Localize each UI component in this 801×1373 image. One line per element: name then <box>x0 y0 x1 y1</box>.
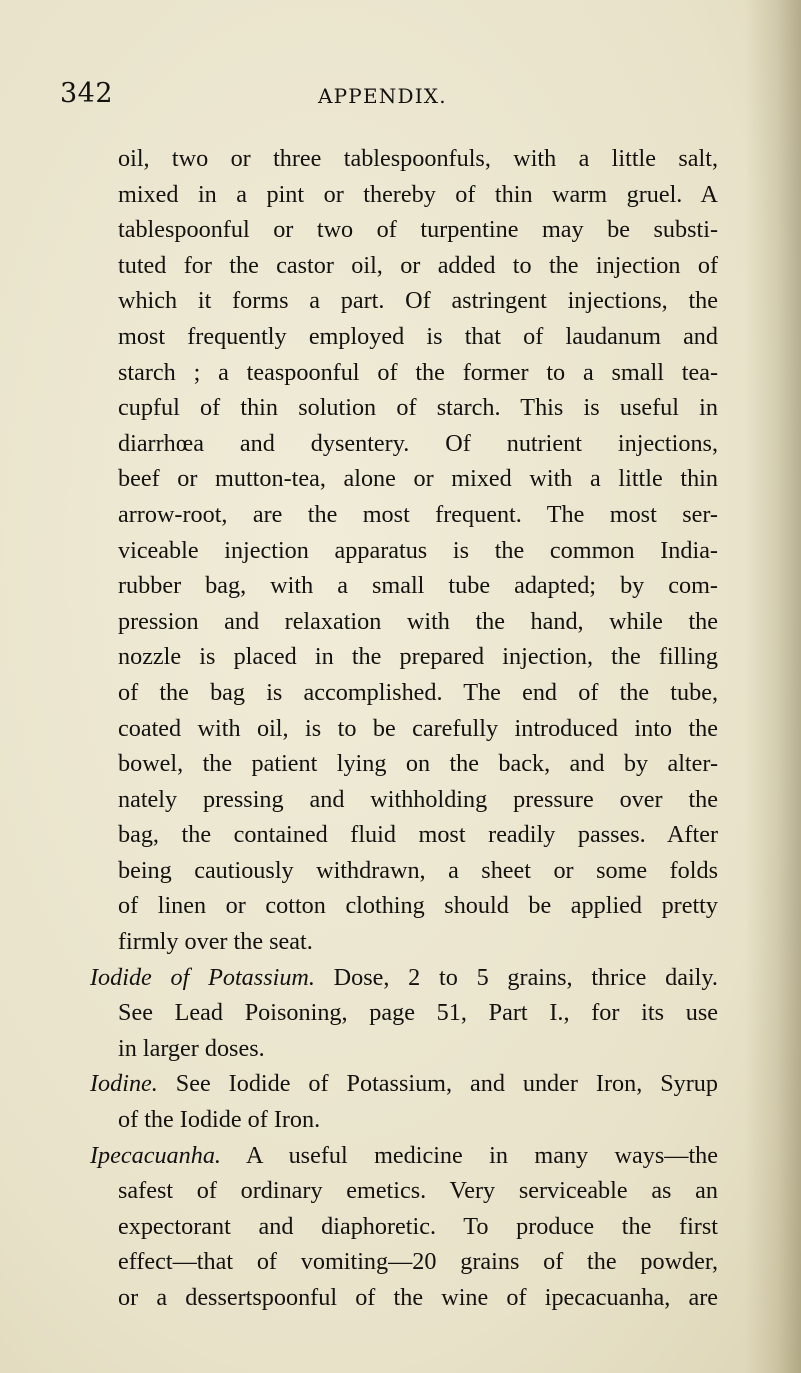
text-line: firmly over the seat. <box>118 928 313 956</box>
entry-term: Iodine. <box>90 1070 158 1098</box>
text-line: which it forms a part. Of astringent injections, the <box>118 287 718 315</box>
text-line: coated with oil, is to be carefully introduced into the <box>118 714 718 742</box>
text-line: beef or mutton-tea, alone or mixed with a little thin <box>118 465 718 493</box>
text-line: tuted for the castor oil, or added to the injection of <box>118 251 718 279</box>
body-text <box>90 141 718 1316</box>
text-line: diarrhœa and dysentery. Of nutrient injections, <box>118 429 718 457</box>
text-line: bowel, the patient lying on the back, and by alter- <box>118 750 718 778</box>
page-number: 342 <box>60 78 114 109</box>
running-head: APPENDIX. <box>318 84 447 108</box>
text-line: being cautiously withdrawn, a sheet or some folds <box>118 856 718 884</box>
text-line: nately pressing and withholding pressure over the <box>118 785 718 813</box>
entry-text: Dose, 2 to 5 grains, thrice daily. <box>314 963 718 991</box>
entry-term: Ipecacuanha. <box>90 1141 221 1169</box>
entry-text: A useful medicine in many ways—the <box>220 1141 718 1169</box>
text-line: viceable injection apparatus is the common India- <box>118 536 718 564</box>
text-line: bag, the contained fluid most readily passes. After <box>118 821 718 849</box>
text-line: safest of ordinary emetics. Very serviceable as an <box>118 1177 718 1205</box>
text-line: in larger doses. <box>118 1034 265 1062</box>
text-line: expectorant and diaphoretic. To produce the first <box>118 1212 718 1240</box>
text-line: tablespoonful or two of turpentine may be substi- <box>118 216 718 244</box>
entry-ipecacuanha <box>90 1138 718 1174</box>
text-line: rubber bag, with a small tube adapted; by com- <box>118 572 718 600</box>
text-line: See Lead Poisoning, page 51, Part I., for its use <box>118 999 718 1027</box>
text-line: arrow-root, are the most frequent. The most ser- <box>118 500 718 528</box>
text-line: effect—that of vomiting—20 grains of the powder, <box>118 1248 718 1276</box>
text-line: of the bag is accomplished. The end of the tube, <box>118 678 718 706</box>
entry-iodine <box>90 1066 718 1102</box>
text-line: oil, two or three tablespoonfuls, with a little salt, <box>118 145 718 172</box>
page-header <box>0 78 801 118</box>
entry-term: Iodide of Potassium. <box>90 963 315 991</box>
text-line: cupful of thin solution of starch. This is useful in <box>118 394 718 422</box>
text-line: most frequently employed is that of laudanum and <box>118 322 718 350</box>
text-line: pression and relaxation with the hand, while the <box>118 607 718 635</box>
text-line: starch ; a teaspoonful of the former to a small tea- <box>118 358 718 386</box>
text-line: nozzle is placed in the prepared injection, the filling <box>118 643 718 671</box>
text-line: of linen or cotton clothing should be applied pretty <box>118 892 718 920</box>
text-line: of the Iodide of Iron. <box>118 1106 321 1134</box>
text-line: mixed in a pint or thereby of thin warm gruel. A <box>118 180 718 208</box>
text-line: or a dessertspoonful of the wine of ipecacuanha, are <box>118 1284 718 1311</box>
entry-text: See Iodide of Potassium, and under Iron, Syrup <box>157 1070 718 1098</box>
entry-iodide-of-potassium <box>90 960 718 996</box>
